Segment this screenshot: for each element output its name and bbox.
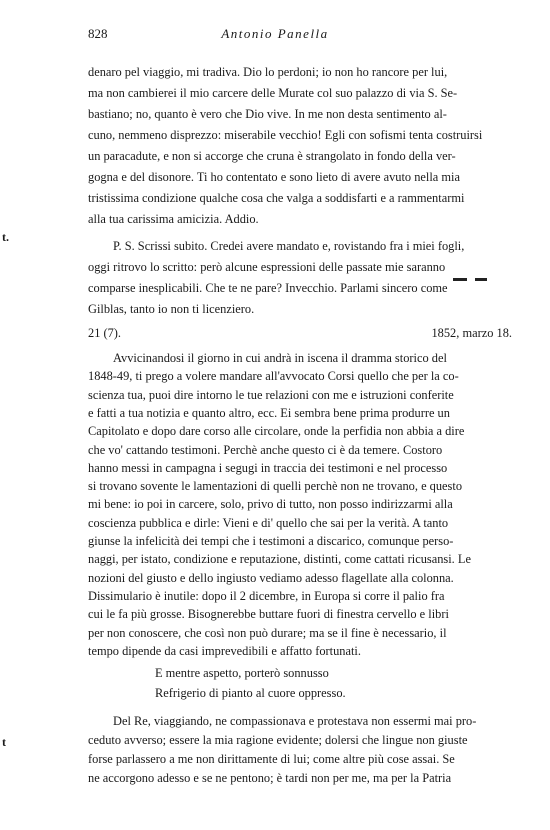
- text-line: che vo' cattando testimoni. Perchè anche questo ci è da temere. Costoro: [88, 442, 443, 457]
- text-line: forse parlassero a me non dirittamente di lui; come altre più cose assai. Se: [88, 752, 455, 767]
- ink-mark: [453, 278, 467, 281]
- text-line: si trovano sovente le lamentazioni di quelli perchè non ne trovano, e questo: [88, 479, 463, 494]
- text-line: bastiano; no, quanto è vero che Dio vive. In me non desta sentimento al-: [88, 107, 447, 121]
- text-line: Avvicinandosi il giorno in cui andrà in iscena il dramma storico del: [113, 351, 447, 365]
- text-line: alla tua carissima amicizia. Addio.: [88, 212, 259, 226]
- letter-date: 1852, marzo 18.: [431, 326, 512, 340]
- verse-line: Refrigerio di pianto al cuore oppresso.: [155, 686, 346, 701]
- text-line: comparse inesplicabili. Che te ne pare? Invecchio. Parlami sincero come: [88, 281, 448, 295]
- text-line: naggi, per istato, condizione e reputazione, distinti, come cattati ricusansi. Le: [88, 552, 471, 567]
- text-line: oggi ritrovo lo scritto: però alcune espressioni delle passate mie saranno: [88, 260, 446, 274]
- letter-number: 21 (7).: [88, 326, 122, 340]
- margin-mark-2: t: [2, 735, 6, 749]
- text-line: nozioni del giusto e dello ingiusto vediamo adesso flagellate alla colonna.: [88, 570, 454, 585]
- text-line: coscienza pubblica e dirle: Vieni e di' quello che sai per la verità. A tanto: [88, 515, 449, 530]
- text-line: giunse la infelicità dei tempi che i testimoni a discarico, comunque perso-: [88, 534, 454, 548]
- text-line: ne accorgono adesso e se ne pentono; è tardi non per me, ma per la Patria: [88, 771, 452, 786]
- text-line: ceduto avverso; essere la mia ragione evidente; dolersi che lingue non giuste: [88, 733, 468, 748]
- ink-mark: [475, 278, 487, 281]
- text-line: tristissima condizione qualche cosa che valga a soddisfarti e a rammentarmi: [88, 191, 465, 205]
- page-number: 828: [88, 26, 108, 41]
- text-line: e fatti a tua notizia e quanto altro, ecc. Ei sembra bene prima produrre un: [88, 405, 450, 420]
- text-line: hanno messi in campagna i segugi in traccia dei testimoni e nel processo: [88, 460, 448, 475]
- text-line: gogna e del disonore. Ti ho contentato e sono lieto di avere avuto nella mia: [88, 170, 460, 184]
- text-line: cuno, nemmeno disprezzo: miserabile vecchio! Egli con sofismi tenta costruirsi: [88, 128, 483, 142]
- text-line: tempo dipende da casi imprevedibili e affatto fortunati.: [88, 643, 361, 658]
- text-line: mi bene: io poi in carcere, solo, privo di tutto, non posso indirizzarmi alla: [88, 497, 453, 512]
- text-line: scienza tua, puoi dire intorno le tue relazioni con me e istruzioni conferite: [88, 387, 454, 402]
- text-line: un paracadute, e non si accorge che cruna è strangolato in fondo della ver-: [88, 149, 456, 163]
- text-line: Gilblas, tanto io non ti licenziero.: [88, 302, 255, 316]
- running-head: Antonio Panella: [221, 26, 329, 41]
- margin-mark-1: t.: [2, 230, 9, 244]
- text-line: Capitolato e dopo dare corso alle circolare, onde la perfidia non abbia a dire: [88, 424, 465, 439]
- text-line: ma non cambierei il mio carcere delle Murate col suo palazzo di via S. Se-: [88, 86, 458, 100]
- text-line: per non conoscere, che così non può durare; ma se il fine è necessario, il: [88, 625, 447, 640]
- text-line: Del Re, viaggiando, ne compassionava e protestava non essermi mai pro-: [113, 714, 477, 729]
- text-line: denaro pel viaggio, mi tradiva. Dio lo perdoni; io non ho rancore per lui,: [88, 65, 448, 79]
- verse-line: E mentre aspetto, porterò sonnusso: [155, 666, 329, 681]
- text-line: cui le fa più grosse. Bisognerebbe buttare fuori di finestra cervello e libri: [88, 607, 449, 622]
- text-line: P. S. Scrissi subito. Credei avere mandato e, rovistando fra i miei fogli,: [113, 239, 465, 253]
- text-line: 1848-49, ti prego a volere mandare all'avvocato Corsi quello che per la co-: [88, 369, 459, 384]
- text-line: Dissimulario è inutile: dopo il 2 dicembre, in Europa si corre il palio fra: [88, 588, 445, 603]
